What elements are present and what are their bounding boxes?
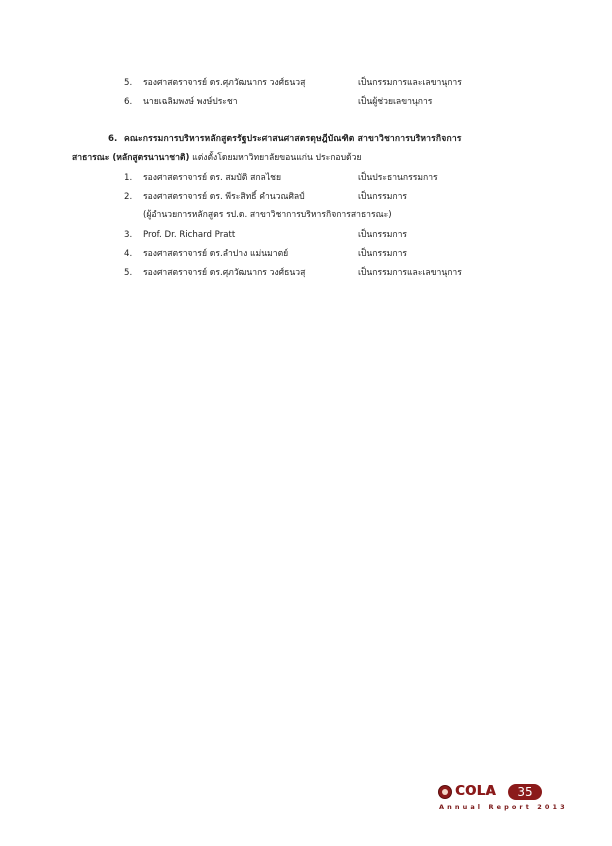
list-number: 2. (124, 192, 133, 202)
member-role: เป็นกรรมการ (358, 249, 408, 259)
member-name: Prof. Dr. Richard Pratt (143, 230, 236, 240)
annual-report-tagline: Annual Report 2013 (439, 803, 568, 811)
member-note: (ผู้อำนวยการหลักสูตร รป.ด. สาขาวิชาการบริหารกิจการสาธารณะ) (143, 210, 392, 220)
member-name: นายเฉลิมพงษ์ พงษ์ประชา (143, 97, 238, 107)
brand-logo: COLA (455, 784, 496, 799)
heading-rest: แต่งตั้งโดยมหาวิทยาลัยขอนแก่น ประกอบด้วย (189, 153, 362, 163)
list-number: 5. (124, 268, 133, 278)
section-heading: คณะกรรมการบริหารหลักสูตรรัฐประศาสนศาสตรดุษฎีบัณฑิต สาขาวิชาการบริหารกิจการ (124, 134, 462, 144)
heading-bold-part: สาธารณะ (หลักสูตรนานาชาติ) (72, 153, 190, 163)
member-role: เป็นกรรมการ (358, 230, 408, 240)
member-role: เป็นกรรมการและเลขานุการ (358, 268, 462, 278)
page-number: 35 (508, 784, 542, 800)
member-role: เป็นประธานกรรมการ (358, 173, 438, 183)
list-number: 3. (124, 230, 133, 240)
university-seal-icon (438, 785, 452, 799)
list-number: 6. (124, 97, 133, 107)
member-name: รองศาสตราจารย์ ดร.ลำปาง แม่นมาตย์ (143, 249, 289, 259)
list-number: 1. (124, 173, 133, 183)
member-name: รองศาสตราจารย์ ดร.ศุภวัฒนากร วงศ์ธนวสุ (143, 268, 306, 278)
member-role: เป็นผู้ช่วยเลขานุการ (358, 97, 433, 107)
list-number: 5. (124, 78, 133, 88)
member-name: รองศาสตราจารย์ ดร. พีระสิทธิ์ คำนวณศิลป์ (143, 192, 305, 202)
member-role: เป็นกรรมการและเลขานุการ (358, 78, 462, 88)
section-number: 6. (108, 134, 118, 144)
list-number: 4. (124, 249, 133, 259)
footer-logo (438, 784, 568, 814)
member-name: รองศาสตราจารย์ ดร.ศุภวัฒนากร วงศ์ธนวสุ (143, 78, 306, 88)
member-name: รองศาสตราจารย์ ดร. สมบัติ สกลไชย (143, 173, 282, 183)
section-heading-continuation (72, 152, 362, 164)
member-role: เป็นกรรมการ (358, 192, 408, 202)
